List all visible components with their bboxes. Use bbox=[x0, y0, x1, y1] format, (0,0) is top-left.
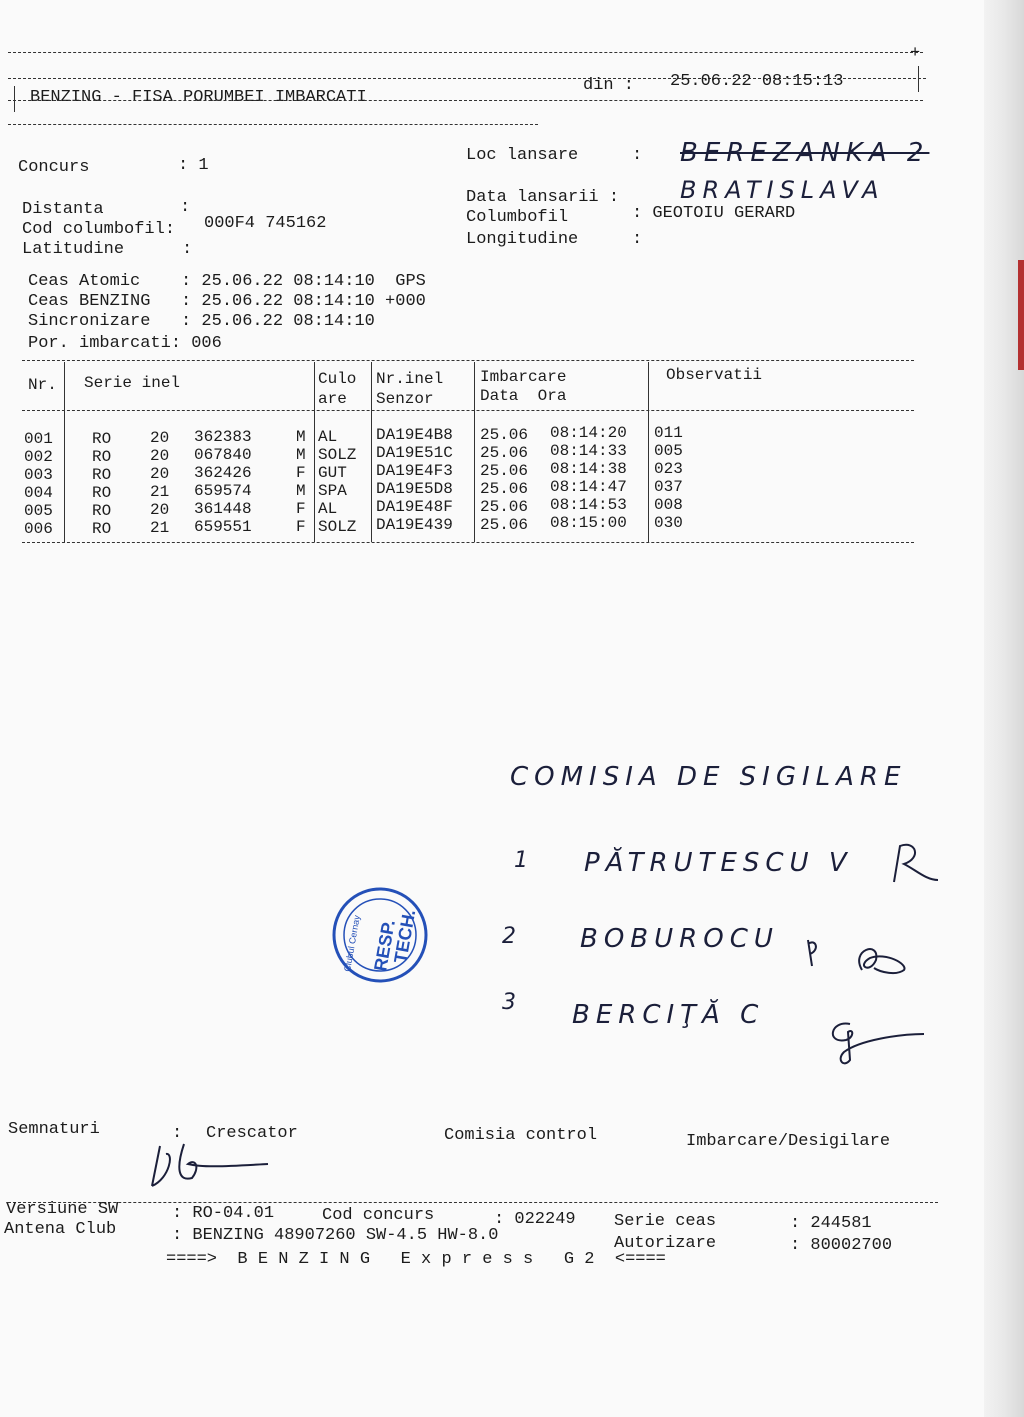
row-culoare: GUT bbox=[318, 464, 347, 482]
header-left-bar bbox=[14, 86, 15, 112]
versiune-sw-label: Versiune SW bbox=[6, 1200, 119, 1219]
header-rule-upper bbox=[8, 52, 923, 53]
row-tara: RO bbox=[92, 520, 112, 538]
row-an: 20 bbox=[150, 429, 170, 447]
ceas-benzing-line: Ceas BENZING : 25.06.22 08:14:10 +000 bbox=[28, 292, 426, 311]
commission-member-2-name: BOBUROCU bbox=[580, 924, 779, 954]
loc-lansare-label: Loc lansare bbox=[466, 146, 579, 165]
document-title: BENZING - FISA PORUMBEI IMBARCATI bbox=[30, 88, 367, 107]
crescator-signature bbox=[140, 1138, 280, 1203]
distanta-label: Distanta bbox=[22, 200, 104, 219]
table-col-divider-1 bbox=[64, 362, 65, 542]
row-senzor: DA19E51C bbox=[376, 444, 453, 462]
commission-member-1-signature bbox=[886, 840, 946, 895]
antena-club-label: Antena Club bbox=[4, 1220, 117, 1239]
row-sex: F bbox=[296, 518, 306, 536]
row-ora: 08:14:47 bbox=[550, 478, 627, 496]
loc-lansare-handwritten: BEREZANKA 2 bbox=[680, 138, 930, 168]
row-senzor: DA19E4B8 bbox=[376, 426, 453, 444]
cod-columbofil-value: 000F4 745162 bbox=[204, 214, 327, 233]
row-serie: 361448 bbox=[194, 500, 252, 518]
table-col-divider-2 bbox=[314, 362, 315, 542]
row-obs: 030 bbox=[654, 514, 683, 532]
longitudine-value: : bbox=[632, 230, 643, 249]
table-col-divider-5 bbox=[648, 362, 649, 542]
commission-member-1-number: 1 bbox=[514, 848, 534, 873]
row-sex: F bbox=[296, 500, 306, 518]
row-nr: 006 bbox=[24, 520, 53, 538]
row-tara: RO bbox=[92, 430, 112, 448]
latitudine-value: : bbox=[182, 240, 193, 259]
th-nr: Nr. bbox=[28, 376, 57, 394]
row-data: 25.06 bbox=[480, 480, 529, 498]
th-culoare-1: Culo bbox=[318, 370, 357, 388]
th-culoare-2: are bbox=[318, 390, 347, 408]
semnaturi-colon: : bbox=[172, 1124, 183, 1143]
longitudine-label: Longitudine bbox=[466, 230, 579, 249]
row-tara: RO bbox=[92, 502, 112, 520]
row-tara: RO bbox=[92, 466, 112, 484]
header-corner-plus: + bbox=[910, 44, 921, 63]
header-right-bar bbox=[918, 66, 919, 92]
row-sex: F bbox=[296, 464, 306, 482]
autorizare-value: : 80002700 bbox=[790, 1236, 893, 1255]
row-nr: 002 bbox=[24, 448, 53, 466]
distanta-value: : bbox=[180, 198, 191, 217]
commission-member-2-number: 2 bbox=[502, 924, 522, 949]
row-data: 25.06 bbox=[480, 498, 529, 516]
row-data: 25.06 bbox=[480, 444, 529, 462]
row-sex: M bbox=[296, 428, 306, 446]
th-nrinel-2: Senzor bbox=[376, 390, 434, 408]
cod-concurs-label: Cod concurs bbox=[322, 1206, 435, 1225]
row-serie: 362383 bbox=[194, 428, 252, 446]
table-bottom-rule bbox=[22, 542, 914, 543]
commission-member-3-signature bbox=[820, 1010, 930, 1075]
th-imbarcare-1: Imbarcare bbox=[480, 368, 567, 386]
versiune-sw-value: : RO-04.01 bbox=[172, 1204, 275, 1223]
row-an: 20 bbox=[150, 465, 170, 483]
row-nr: 005 bbox=[24, 502, 53, 520]
table-col-divider-4 bbox=[474, 362, 475, 542]
autorizare-label: Autorizare bbox=[614, 1234, 717, 1253]
comisia-control-label: Comisia control bbox=[444, 1126, 598, 1145]
row-tara: RO bbox=[92, 484, 112, 502]
row-obs: 023 bbox=[654, 460, 683, 478]
concurs-label: Concurs bbox=[18, 158, 90, 177]
imbarcare-desigilare-label: Imbarcare/Desigilare bbox=[686, 1132, 891, 1151]
table-top-rule bbox=[22, 360, 914, 361]
date-label: din : bbox=[583, 76, 635, 95]
sincronizare-line: Sincronizare : 25.06.22 08:14:10 bbox=[28, 312, 375, 331]
th-serie-inel: Serie inel bbox=[84, 374, 181, 392]
row-senzor: DA19E48F bbox=[376, 498, 453, 516]
row-nr: 001 bbox=[24, 430, 53, 448]
row-serie: 659551 bbox=[194, 518, 252, 536]
row-nr: 004 bbox=[24, 484, 53, 502]
row-sex: M bbox=[296, 446, 306, 464]
row-obs: 005 bbox=[654, 442, 683, 460]
benzing-banner: ====> B E N Z I N G E x p r e s s G 2 <==== bbox=[166, 1250, 666, 1269]
row-tara: RO bbox=[92, 448, 112, 466]
row-obs: 011 bbox=[654, 424, 683, 442]
row-ora: 08:14:38 bbox=[550, 460, 627, 478]
th-observatii: Observatii bbox=[666, 366, 763, 384]
commission-member-3-name: BERCIŢĂ C bbox=[572, 1000, 765, 1030]
row-sex: M bbox=[296, 482, 306, 500]
crescator-label: Crescator bbox=[206, 1124, 298, 1143]
row-senzor: DA19E5D8 bbox=[376, 480, 453, 498]
row-ora: 08:14:20 bbox=[550, 424, 627, 442]
th-nrinel-1: Nr.inel bbox=[376, 370, 444, 388]
antena-club-value: : BENZING 48907260 SW-4.5 HW-8.0 bbox=[172, 1226, 499, 1245]
row-ora: 08:14:53 bbox=[550, 496, 627, 514]
page-edge-shadow bbox=[984, 0, 1024, 1417]
serie-ceas-label: Serie ceas bbox=[614, 1212, 717, 1231]
row-culoare: AL bbox=[318, 428, 338, 446]
row-senzor: DA19E439 bbox=[376, 516, 453, 534]
columbofil-value: : GEOTOIU GERARD bbox=[632, 204, 796, 223]
stamp-ring-text: Clubul Cernay bbox=[342, 914, 362, 973]
commission-member-2-signature bbox=[800, 930, 920, 985]
data-lansarii-label: Data lansarii : bbox=[466, 188, 620, 207]
row-serie: 067840 bbox=[194, 446, 252, 464]
columbofil-label: Columbofil bbox=[466, 208, 569, 227]
row-nr: 003 bbox=[24, 466, 53, 484]
row-an: 20 bbox=[150, 447, 170, 465]
ceas-atomic-line: Ceas Atomic : 25.06.22 08:14:10 GPS bbox=[28, 272, 426, 291]
header-rule-mid bbox=[8, 100, 923, 101]
club-stamp bbox=[330, 880, 430, 990]
commission-member-1-name: PĂTRUTESCU V bbox=[584, 848, 853, 878]
serie-ceas-value: : 244581 bbox=[790, 1214, 872, 1233]
row-an: 20 bbox=[150, 501, 170, 519]
stamp-line-2: TECH. bbox=[390, 908, 420, 965]
row-obs: 008 bbox=[654, 496, 683, 514]
row-an: 21 bbox=[150, 483, 170, 501]
loc-lansare-colon: : bbox=[632, 146, 643, 165]
latitudine-label: Latitudine bbox=[22, 240, 125, 259]
footer-top-rule bbox=[8, 1202, 938, 1203]
row-ora: 08:14:33 bbox=[550, 442, 627, 460]
row-obs: 037 bbox=[654, 478, 683, 496]
print-datetime: 25.06.22 08:15:13 bbox=[670, 72, 844, 91]
porumbei-imbarcati-line: Por. imbarcati: 006 bbox=[28, 334, 222, 353]
row-serie: 362426 bbox=[194, 464, 252, 482]
data-lansarii-handwritten: BRATISLAVA bbox=[680, 176, 885, 204]
row-data: 25.06 bbox=[480, 462, 529, 480]
row-data: 25.06 bbox=[480, 516, 529, 534]
stamp-line-1: RESP. bbox=[370, 918, 399, 973]
row-culoare: SOLZ bbox=[318, 446, 357, 464]
cod-concurs-value: : 022249 bbox=[494, 1210, 576, 1229]
header-bottom-rule bbox=[8, 124, 538, 125]
row-data: 25.06 bbox=[480, 426, 529, 444]
row-culoare: SPA bbox=[318, 482, 347, 500]
commission-title-handwritten: COMISIA DE SIGILARE bbox=[510, 762, 907, 792]
th-imbarcare-2: Data Ora bbox=[480, 387, 567, 405]
row-senzor: DA19E4F3 bbox=[376, 462, 453, 480]
row-an: 21 bbox=[150, 519, 170, 537]
commission-member-3-number: 3 bbox=[502, 990, 522, 1015]
row-culoare: SOLZ bbox=[318, 518, 357, 536]
semnaturi-label: Semnaturi bbox=[8, 1120, 100, 1139]
table-header-rule bbox=[22, 410, 914, 411]
row-culoare: AL bbox=[318, 500, 338, 518]
table-col-divider-3 bbox=[371, 362, 372, 542]
background-red-strip bbox=[1018, 260, 1024, 370]
cod-columbofil-label: Cod columbofil: bbox=[22, 220, 176, 239]
concurs-value: : 1 bbox=[178, 156, 209, 175]
row-serie: 659574 bbox=[194, 482, 252, 500]
row-ora: 08:15:00 bbox=[550, 514, 627, 532]
